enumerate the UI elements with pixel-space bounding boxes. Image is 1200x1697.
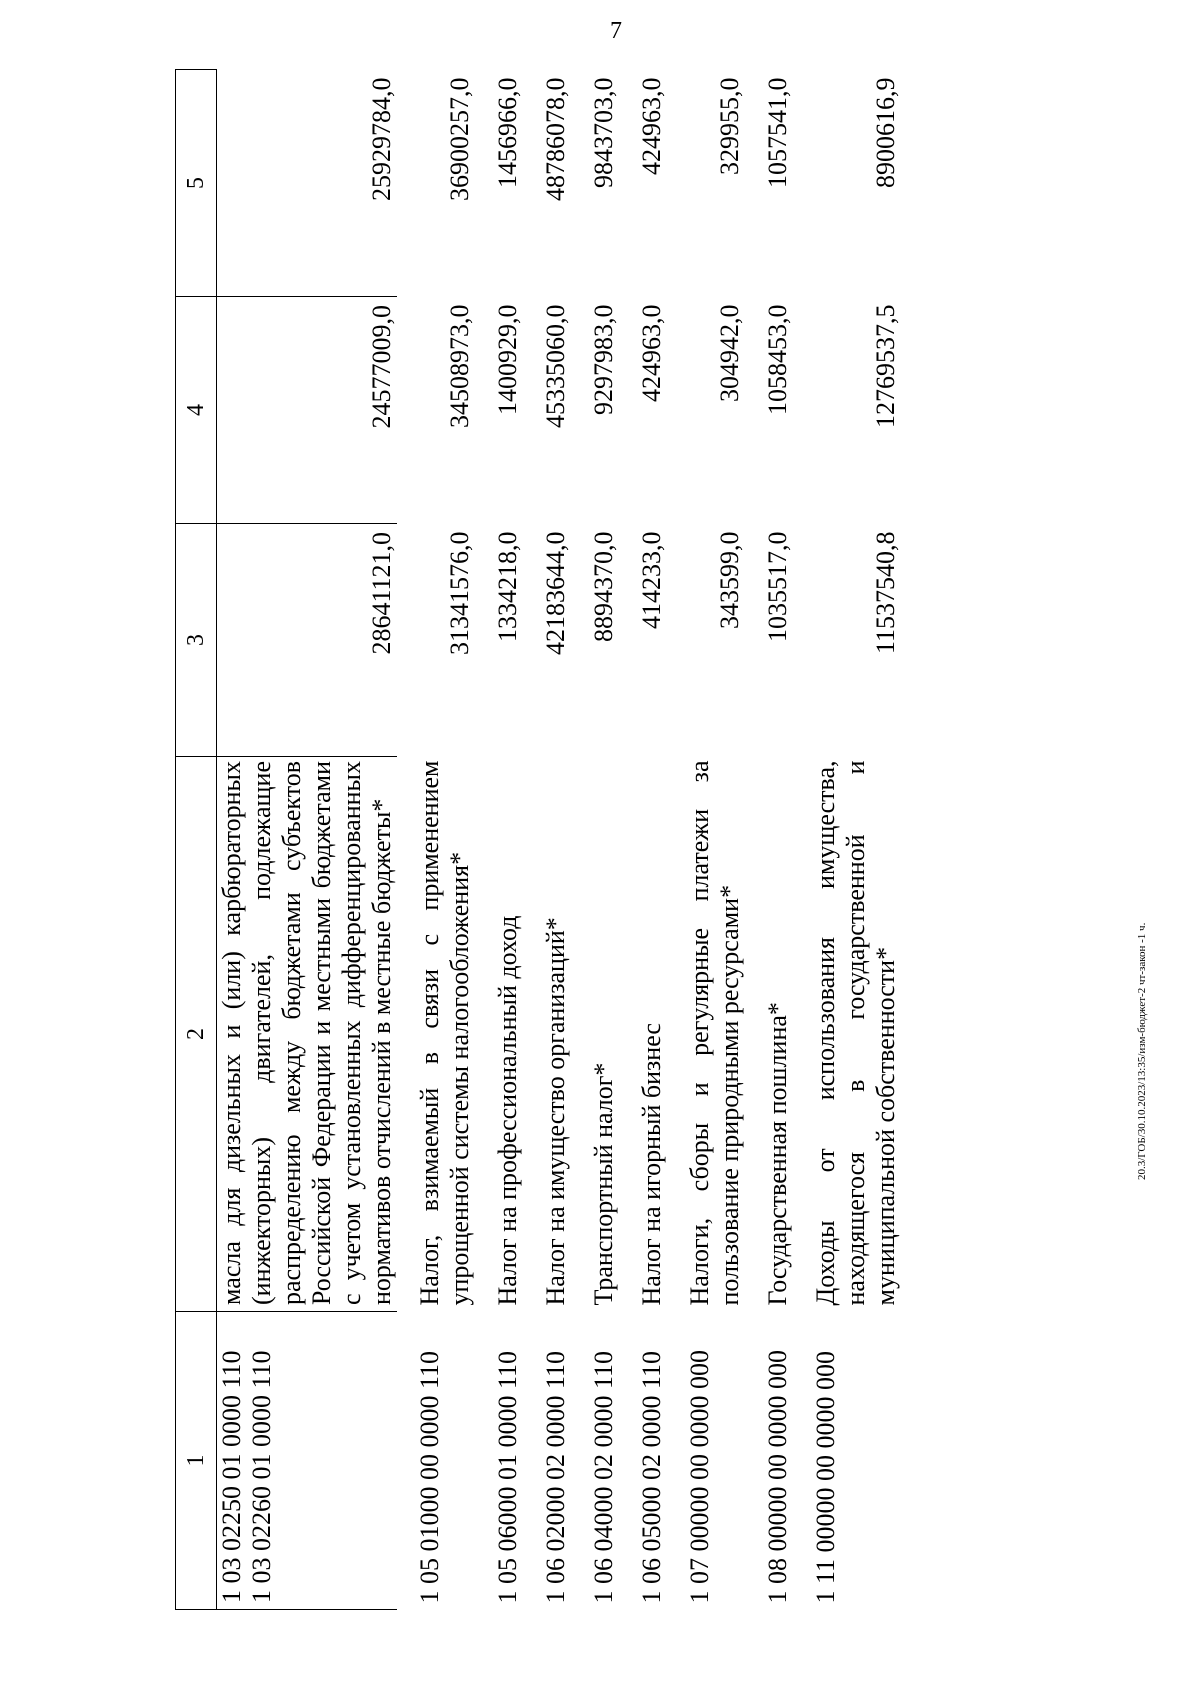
row-value-col3: 11537540,8 [871, 531, 900, 655]
row-code [217, 1312, 398, 1610]
row-value-col4: 1058453,0 [763, 304, 792, 415]
page-number: 7 [610, 18, 622, 44]
row-value-col5: 25929784,0 [217, 70, 398, 297]
row-value-col4: 45335060,0 [541, 304, 570, 428]
row-code: 1 11 00000 00 0000 000 [811, 1350, 840, 1604]
row-value-col3: 42183644,0 [541, 531, 570, 655]
table-row [217, 70, 398, 1610]
row-code: 1 05 06000 01 0000 110 [493, 1350, 522, 1604]
row-value-col3: 414233,0 [637, 531, 666, 629]
row-value-col5: 424963,0 [637, 77, 666, 175]
table-row [397, 70, 475, 1610]
header-col-4: 4 [176, 297, 217, 524]
row-value-col4: 1400929,0 [493, 304, 522, 415]
rotated-table-container [175, 70, 1095, 1610]
row-value-col5: 1456966,0 [493, 77, 522, 188]
table-row [619, 70, 667, 1610]
row-code: 1 06 04000 02 0000 110 [589, 1350, 618, 1604]
row-value-col4: 9297983,0 [589, 304, 618, 415]
row-name: Налоги, сборы и регулярные платежи за пользование природными ресурсами* [685, 760, 744, 1306]
row-code: 1 05 01000 00 0000 110 [415, 1350, 444, 1604]
row-name: Налог на имущество организаций* [541, 917, 570, 1306]
table-row [745, 70, 793, 1610]
row-value-col3: 1334218,0 [493, 531, 522, 642]
row-name: Налог на игорный бизнес [637, 1023, 666, 1306]
row-code: 1 06 02000 02 0000 110 [541, 1350, 570, 1604]
header-col-2: 2 [176, 757, 217, 1312]
row-value-col4: 12769537,5 [871, 304, 900, 428]
row-name: Транспортный налог* [589, 1062, 618, 1306]
row-value-col3: 28641121,0 [217, 524, 398, 757]
document-footer-code: 20.3/ГОБ/30.10.2023/13:35/изм-бюджет-2 чт-закон -1 ч. [1136, 922, 1148, 1180]
row-value-col5: 1057541,0 [763, 77, 792, 188]
row-code: 1 07 00000 00 0000 000 [685, 1350, 714, 1604]
table-row [667, 70, 745, 1610]
row-value-col4: 424963,0 [637, 304, 666, 402]
row-value-col5: 9843703,0 [589, 77, 618, 188]
row-value-col3: 8894370,0 [589, 531, 618, 642]
row-name: масла для дизельных и (или) карбюраторных (инжекторных) двигателей, подлежащие распределению между бюджетами субъектов Российской Федерации и местными бюджетами с учетом установленных дифференцированных нормативов отчислений в местные бюджеты* [217, 757, 398, 1312]
row-value-col5: 8900616,9 [871, 77, 900, 188]
header-col-3: 3 [176, 524, 217, 757]
row-code: 1 08 00000 00 0000 000 [763, 1350, 792, 1604]
row-value-col4: 304942,0 [715, 304, 744, 402]
row-code: 1 06 05000 02 0000 110 [637, 1350, 666, 1604]
row-code-line: 1 03 02260 01 0000 110 [247, 1350, 276, 1603]
row-value-col5: 329955,0 [715, 77, 744, 175]
table-row [793, 70, 901, 1610]
table-row [571, 70, 619, 1610]
row-value-col4: 34508973,0 [445, 304, 474, 428]
header-row [176, 70, 217, 1610]
row-value-col3: 31341576,0 [445, 531, 474, 655]
row-name: Налог на профессиональный доход [493, 915, 522, 1306]
row-value-col3: 343599,0 [715, 531, 744, 629]
row-value-col4: 24577009,0 [217, 297, 398, 524]
revenue-table [175, 69, 901, 1610]
row-name: Налог, взимаемый в связи с применением упрощенной системы налогообложения* [415, 760, 474, 1306]
header-col-1: 1 [176, 1312, 217, 1610]
row-value-col3: 1035517,0 [763, 531, 792, 642]
table-row [475, 70, 523, 1610]
row-name: Доходы от использования имущества, находящегося в государственной и муниципальной собственности* [811, 760, 900, 1306]
header-col-5: 5 [176, 70, 217, 297]
table-row [523, 70, 571, 1610]
row-value-col5: 36900257,0 [445, 77, 474, 201]
row-code-line: 1 03 02250 01 0000 110 [217, 1350, 246, 1603]
row-name: Государственная пошлина* [763, 1002, 792, 1306]
row-value-col5: 48786078,0 [541, 77, 570, 201]
